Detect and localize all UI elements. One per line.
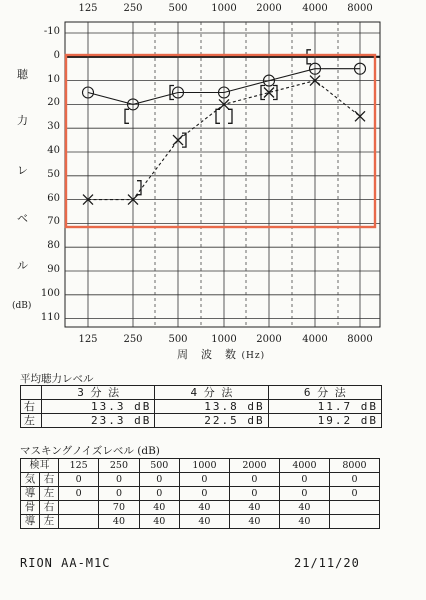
mask-cell: 0 <box>279 487 329 501</box>
frequency-label: 2000 <box>256 3 282 14</box>
bone-marker-left <box>137 181 141 195</box>
mask-cell: 0 <box>59 473 99 487</box>
mask-group-label: 骨 <box>21 501 40 515</box>
mask-row <box>21 473 380 487</box>
frequency-label: 250 <box>123 3 143 14</box>
chart-frame <box>65 22 380 327</box>
avg-header: 6 分 法 <box>268 386 381 400</box>
avg-row-left <box>21 414 382 428</box>
db-label: 50 <box>47 168 60 180</box>
mask-cell: 0 <box>329 473 379 487</box>
mask-freq-header: 1000 <box>179 459 229 473</box>
mask-cell: 40 <box>99 515 139 529</box>
mask-row <box>21 501 380 515</box>
frequency-label: 1000 <box>211 334 237 345</box>
avg-header: 3 分 法 <box>42 386 155 400</box>
db-label: 90 <box>47 264 60 275</box>
x-axis-title: 周 波 数 <box>177 348 237 361</box>
avg-header: 4 分 法 <box>155 386 268 400</box>
db-label: 110 <box>40 311 60 323</box>
db-label: 0 <box>53 49 60 61</box>
model-name: RION AA-M1C <box>20 556 111 570</box>
avg-row-label: 右 <box>21 400 42 414</box>
db-label: 70 <box>47 216 60 228</box>
side-char: 聴 <box>17 68 28 81</box>
side-char: ベ <box>17 212 28 225</box>
mask-freq-header: 2000 <box>229 459 279 473</box>
mask-cell <box>329 501 379 515</box>
mask-cell: 0 <box>99 473 139 487</box>
db-label: 40 <box>47 145 60 156</box>
frequency-label: 125 <box>78 334 98 345</box>
avg-cell: 13.8 dB <box>155 400 268 414</box>
db-label: 60 <box>47 192 60 204</box>
mask-cell: 40 <box>139 515 179 529</box>
mask-cell <box>329 515 379 529</box>
frequency-label: 8000 <box>347 334 373 345</box>
frequency-label: 2000 <box>256 334 282 345</box>
side-char: 力 <box>17 114 28 127</box>
mask-cell: 0 <box>139 487 179 501</box>
mask-cell: 0 <box>229 473 279 487</box>
print-date: 21/11/20 <box>294 556 360 570</box>
mask-cell: 40 <box>279 501 329 515</box>
mask-table <box>20 458 380 529</box>
avg-cell: 11.7 dB <box>268 400 381 414</box>
mask-row <box>21 487 380 501</box>
bone-marker-left <box>228 109 232 123</box>
bone-marker-right <box>125 109 129 123</box>
mask-header-row <box>21 459 380 473</box>
mask-cell: 40 <box>179 515 229 529</box>
mask-cell: 0 <box>139 473 179 487</box>
side-char: レ <box>17 164 28 177</box>
avg-cell: 13.3 dB <box>42 400 155 414</box>
frequency-label: 4000 <box>302 334 328 345</box>
db-label: -10 <box>43 26 60 37</box>
x-axis-label <box>177 346 265 362</box>
mask-cell: 0 <box>279 473 329 487</box>
side-char: ル <box>17 259 28 272</box>
db-label: 20 <box>47 97 60 109</box>
mask-side-label: 左 <box>40 487 59 501</box>
avg-table <box>20 385 382 428</box>
mask-cell: 40 <box>229 501 279 515</box>
db-unit-label: (dB) <box>12 301 32 311</box>
mask-group-label: 導 <box>21 515 40 529</box>
mask-freq-header: 4000 <box>279 459 329 473</box>
mask-cell: 40 <box>229 515 279 529</box>
avg-cell: 23.3 dB <box>42 414 155 428</box>
x-axis-unit: (Hz) <box>241 351 266 361</box>
avg-cell: 22.5 dB <box>155 414 268 428</box>
frequency-label: 125 <box>78 3 98 14</box>
db-label: 10 <box>47 73 60 85</box>
mask-cell: 0 <box>329 487 379 501</box>
mask-row <box>21 515 380 529</box>
mask-cell: 40 <box>279 515 329 529</box>
mask-corner: 検耳 <box>21 459 59 473</box>
frequency-label: 8000 <box>347 3 373 14</box>
mask-cell: 0 <box>179 473 229 487</box>
mask-cell: 70 <box>99 501 139 515</box>
mask-freq-header: 500 <box>139 459 179 473</box>
avg-row-right <box>21 400 382 414</box>
avg-header-row <box>21 386 382 400</box>
frequency-label: 500 <box>168 3 188 14</box>
mask-cell: 40 <box>179 501 229 515</box>
bone-marker-right <box>216 109 220 123</box>
mask-cell: 0 <box>59 487 99 501</box>
mask-side-label: 左 <box>40 515 59 529</box>
db-label: 80 <box>47 240 60 252</box>
mask-freq-header: 125 <box>59 459 99 473</box>
mask-cell: 0 <box>99 487 139 501</box>
frequency-label: 500 <box>168 334 188 345</box>
frequency-label: 250 <box>123 334 143 345</box>
db-label: 100 <box>40 287 60 299</box>
mask-cell: 40 <box>139 501 179 515</box>
mask-cell: 0 <box>229 487 279 501</box>
avg-title: 平均聴力レベル <box>20 373 94 385</box>
mask-cell <box>59 501 99 515</box>
mask-group-label: 導 <box>21 487 40 501</box>
mask-freq-header: 8000 <box>329 459 379 473</box>
mask-cell: 0 <box>179 487 229 501</box>
mask-group-label: 気 <box>21 473 40 487</box>
mask-side-label: 右 <box>40 501 59 515</box>
frequency-label: 1000 <box>211 3 237 14</box>
avg-cell: 19.2 dB <box>268 414 381 428</box>
mask-cell <box>59 515 99 529</box>
mask-freq-header: 250 <box>99 459 139 473</box>
avg-row-label: 左 <box>21 414 42 428</box>
db-label: 30 <box>47 121 60 133</box>
mask-side-label: 右 <box>40 473 59 487</box>
mask-title: マスキングノイズレベル (dB) <box>20 445 160 457</box>
frequency-label: 4000 <box>302 3 328 14</box>
avg-corner <box>21 386 42 400</box>
